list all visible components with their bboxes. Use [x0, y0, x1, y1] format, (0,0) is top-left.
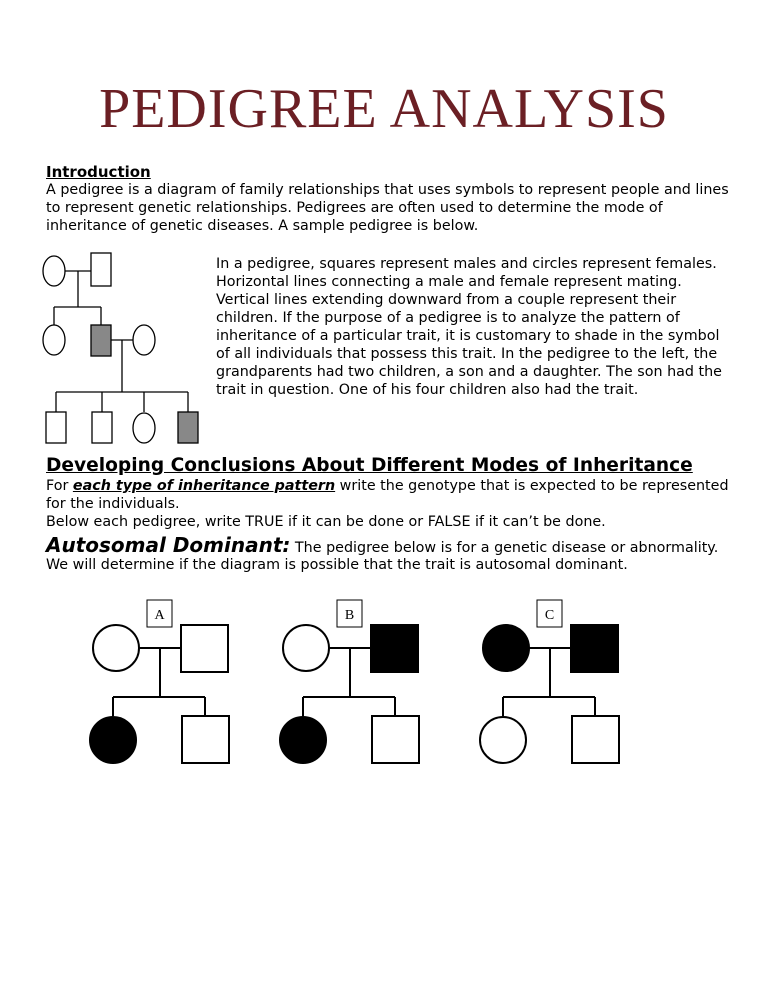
instruction-emphasis: each type of inheritance pattern	[72, 478, 336, 494]
introduction-heading: Introduction	[46, 163, 151, 181]
grandmother-symbol	[43, 256, 65, 286]
grandchild-male-1-symbol	[46, 412, 66, 443]
grandchild-male-2-symbol	[92, 412, 112, 443]
pedigree-a-son	[182, 716, 229, 763]
autosomal-dominant-intro: The pedigree below is for a genetic disease or abnormality.	[290, 540, 719, 556]
introduction-text: A pedigree is a diagram of family relationships that uses symbols to represent people and lines to represent genetic relationships. Pedigrees are often used to determine the mode of inheritance of genetic diseases. A sample pedigree is below.	[46, 182, 729, 234]
grandchild-affected-symbol	[178, 412, 198, 443]
pedigree-c-son	[572, 716, 619, 763]
pedigree-a-father	[181, 625, 228, 672]
instructions	[46, 477, 736, 531]
page-title: PEDIGREE ANALYSIS	[99, 78, 669, 140]
instruction-true-false: Below each pedigree, write TRUE if it can be done or FALSE if it can’t be done.	[46, 514, 606, 530]
daughter-symbol	[43, 325, 65, 355]
son-wife-symbol	[133, 325, 155, 355]
pedigree-b-father	[371, 625, 418, 672]
section-heading: Developing Conclusions About Different Modes of Inheritance	[46, 455, 693, 476]
grandfather-symbol	[91, 253, 111, 286]
grandchild-female-symbol	[133, 413, 155, 443]
instruction-suffix: write the genotype that is expected to be represented for the individuals.	[46, 478, 729, 512]
pedigree-c-label: C	[544, 608, 555, 623]
pedigree-c-mother	[483, 625, 529, 671]
pedigree-a-mother	[93, 625, 139, 671]
pedigree-a-label: A	[154, 608, 165, 623]
instruction-prefix: For	[46, 478, 73, 494]
sample-pedigree	[36, 245, 211, 450]
pedigree-c-daughter	[480, 717, 526, 763]
pedigree-b-label: B	[344, 608, 355, 623]
autosomal-dominant-heading: Autosomal Dominant:	[46, 533, 291, 557]
pedigree-b-daughter	[280, 717, 326, 763]
pedigree-c-father	[571, 625, 618, 672]
autosomal-dominant-description: We will determine if the diagram is possible that the trait is autosomal dominant.	[46, 557, 628, 573]
pedigree-a-daughter	[90, 717, 136, 763]
son-affected-symbol	[91, 325, 111, 356]
autosomal-dominant-pedigrees	[0, 590, 768, 790]
pedigree-b-mother	[283, 625, 329, 671]
pedigree-b-son	[372, 716, 419, 763]
sample-description: In a pedigree, squares represent males and circles represent females. Horizontal lines connecting a male and female represent mating. Vertical lines extending downward from a couple represent their children. If the purpose of a pedigree is to analyze the pattern of inheritance of a particular trait, it is customary to shade in the symbol of all individuals that possess this trait. In the pedigree to the left, the grandparents had two children, a son and a daughter. The son had the trait in question. One of his four children also had the trait.	[216, 256, 722, 398]
